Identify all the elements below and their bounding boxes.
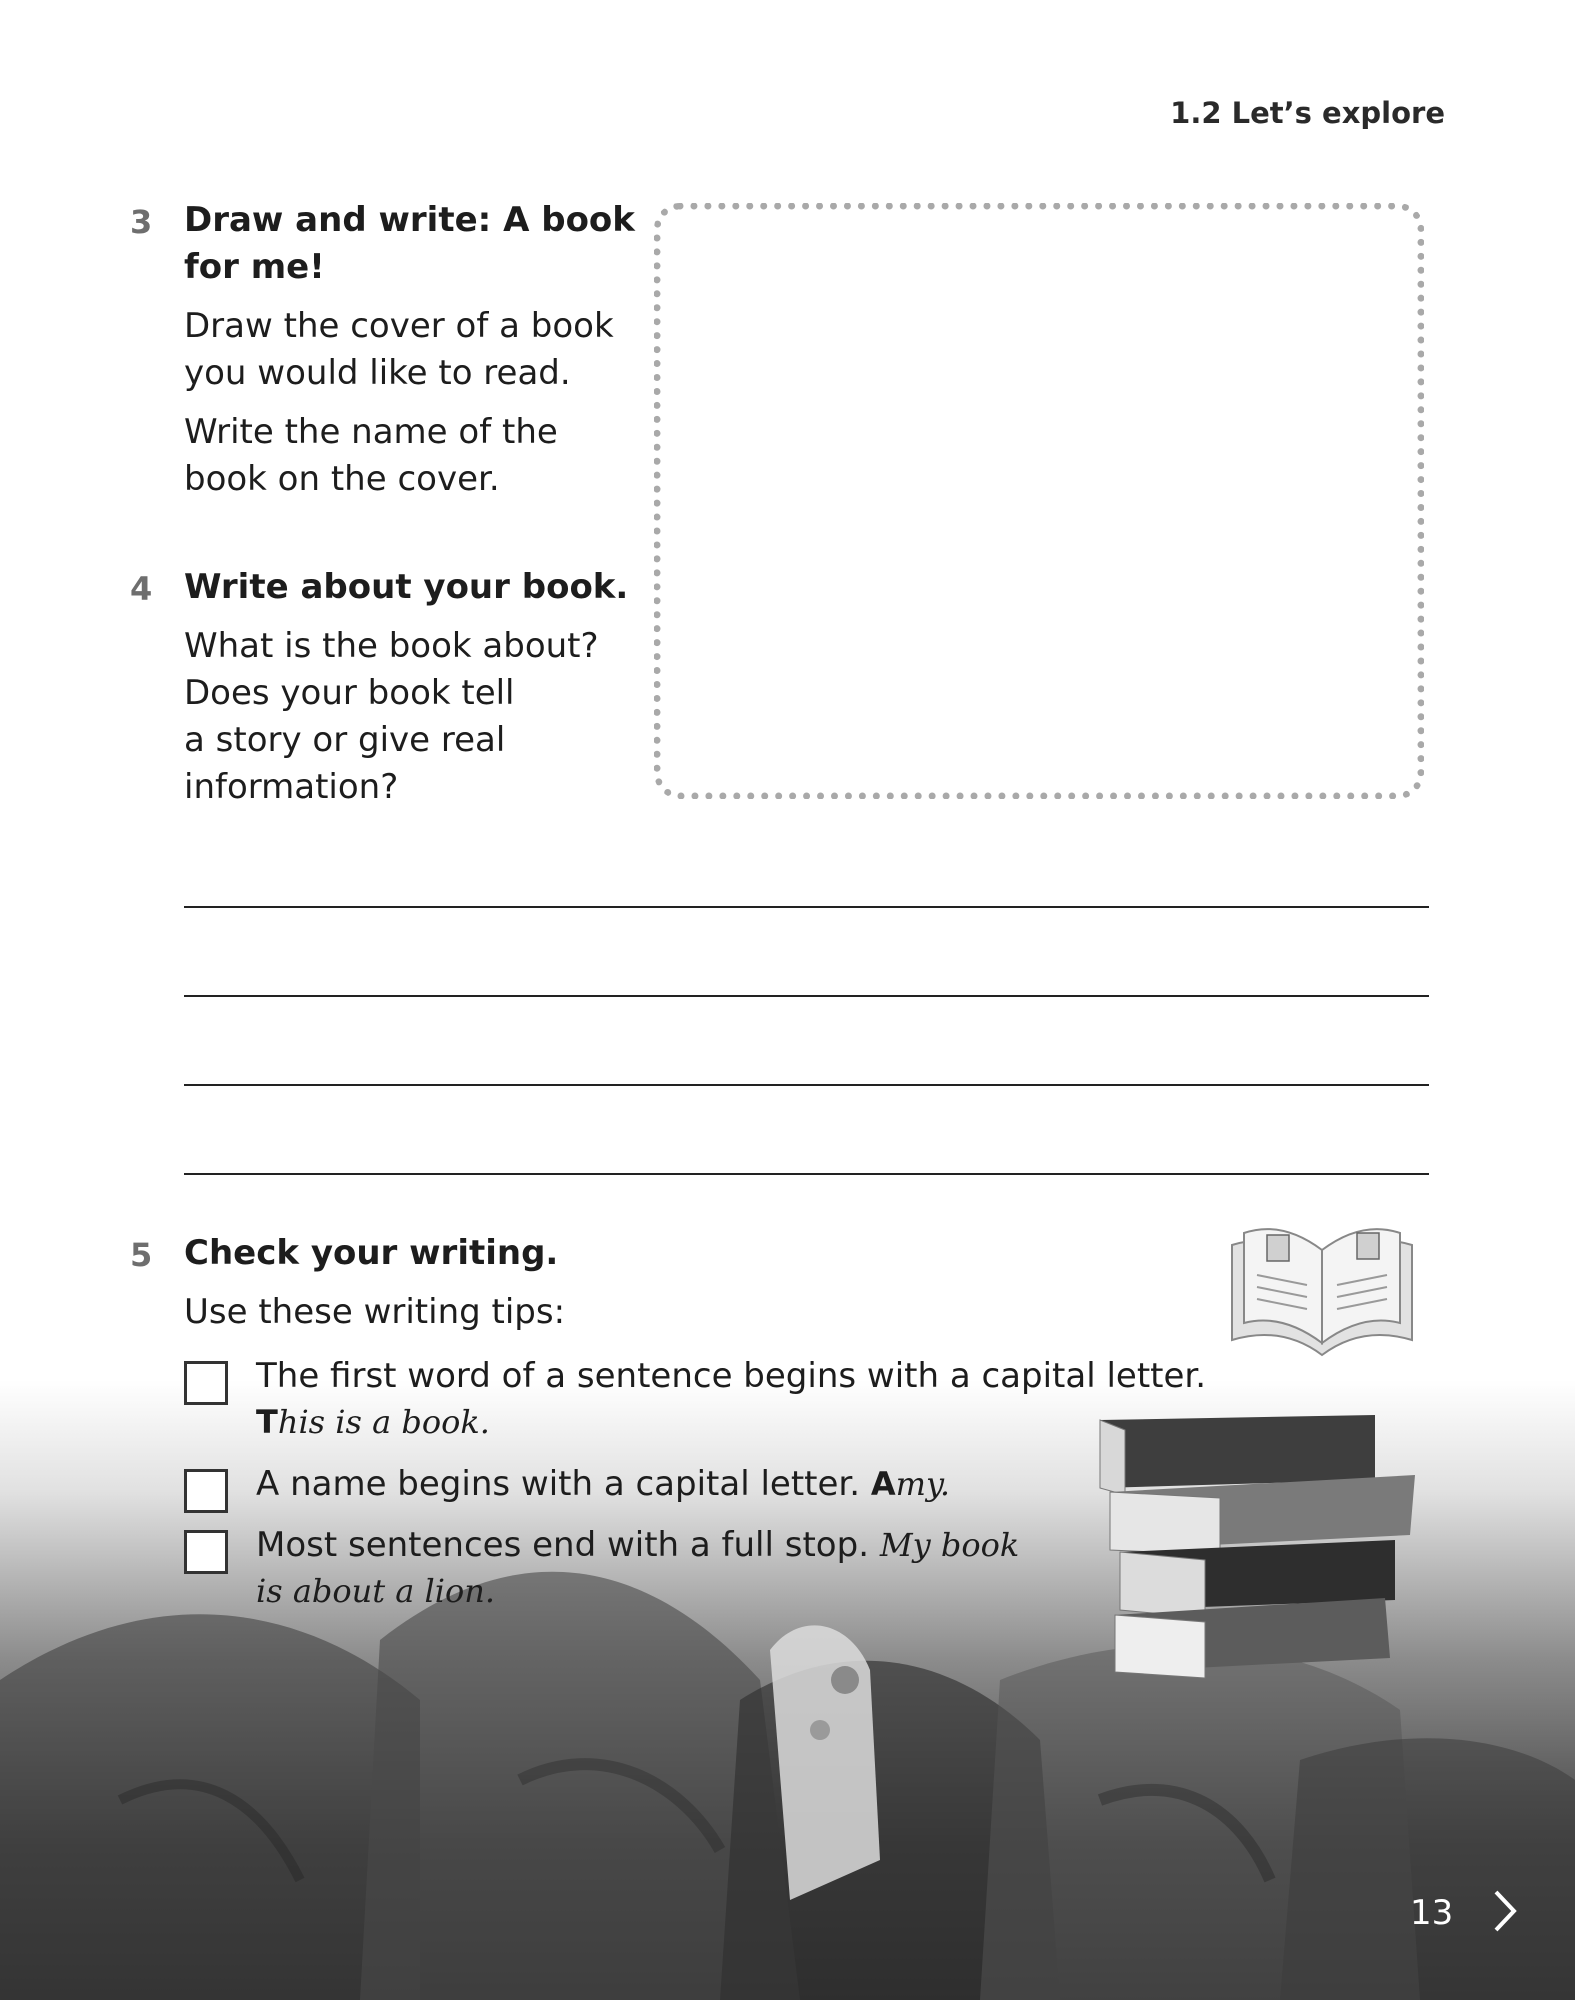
question-heading: Write about your book. bbox=[184, 567, 629, 607]
question-line: What is the book about? bbox=[184, 626, 599, 666]
tip-rule: A name begins with a capital letter. bbox=[256, 1464, 871, 1504]
question-line: information? bbox=[184, 767, 399, 807]
instruction-line: you would like to read. bbox=[184, 353, 571, 393]
writing-line[interactable] bbox=[184, 906, 1429, 908]
capital-letter: T bbox=[256, 1403, 278, 1441]
open-book-illustration bbox=[1222, 1205, 1422, 1365]
tip-text bbox=[256, 1461, 950, 1507]
writing-line[interactable] bbox=[184, 995, 1429, 997]
question-3 bbox=[184, 197, 644, 503]
example-rest: my. bbox=[895, 1465, 950, 1503]
book-stack-illustration bbox=[1095, 1410, 1415, 1680]
tip-example: is about a lion. bbox=[256, 1572, 496, 1610]
tip-rule: Most sentences end with a full stop. bbox=[256, 1525, 880, 1565]
example-rest: his is a book. bbox=[277, 1403, 490, 1441]
tip-rule: The first word of a sentence begins with a capital letter. bbox=[256, 1356, 1207, 1396]
drawing-area[interactable] bbox=[654, 203, 1424, 799]
writing-line[interactable] bbox=[184, 1084, 1429, 1086]
tip-checkbox[interactable] bbox=[184, 1361, 228, 1405]
writing-line[interactable] bbox=[184, 1173, 1429, 1175]
tip-example: My book bbox=[879, 1526, 1020, 1564]
chevron-right-icon[interactable] bbox=[1490, 1888, 1520, 1934]
question-5 bbox=[184, 1230, 984, 1336]
instruction-line: Draw the cover of a book bbox=[184, 306, 614, 346]
tip-example bbox=[871, 1465, 950, 1503]
section-header: 1.2 Let’s explore bbox=[1170, 96, 1445, 130]
instruction-line: book on the cover. bbox=[184, 459, 500, 499]
tip-text bbox=[256, 1522, 1019, 1614]
tip-checkbox[interactable] bbox=[184, 1530, 228, 1574]
page-number: 13 bbox=[1410, 1893, 1454, 1933]
question-number: 4 bbox=[130, 570, 153, 608]
intro-text: Use these writing tips: bbox=[184, 1292, 566, 1332]
question-4 bbox=[184, 564, 644, 811]
tip-text bbox=[256, 1353, 1206, 1445]
question-number: 3 bbox=[130, 203, 153, 241]
tip-example bbox=[256, 1399, 1206, 1445]
question-heading-line: Draw and write: A book bbox=[184, 200, 635, 240]
question-heading-line: for me! bbox=[184, 247, 325, 287]
question-heading: Check your writing. bbox=[184, 1233, 559, 1273]
capital-letter: A bbox=[870, 1465, 896, 1503]
question-line: Does your book tell bbox=[184, 673, 515, 713]
instruction-line: Write the name of the bbox=[184, 412, 558, 452]
question-line: a story or give real bbox=[184, 720, 506, 760]
tip-checkbox[interactable] bbox=[184, 1469, 228, 1513]
question-number: 5 bbox=[130, 1236, 153, 1274]
